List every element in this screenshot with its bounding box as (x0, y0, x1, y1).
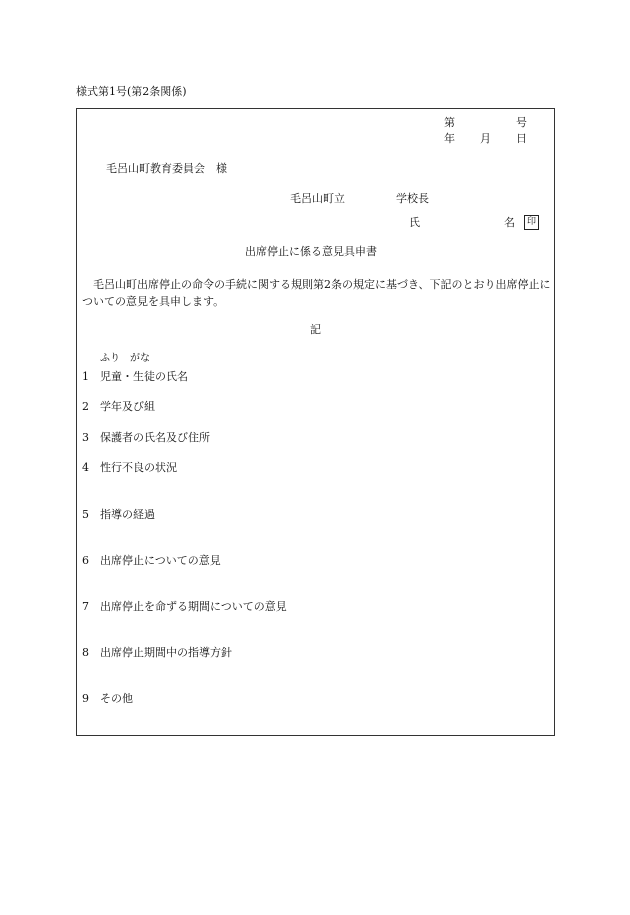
item-5-number: 5 (82, 508, 89, 521)
item-7-number: 7 (82, 600, 89, 613)
year-label: 年 (444, 132, 455, 145)
seal-label: 印 (524, 215, 539, 230)
item-4-number: 4 (82, 461, 89, 474)
furigana-label: ふり がな (100, 353, 150, 364)
day-label: 日 (516, 132, 527, 145)
addressee: 毛呂山町教育委員会 様 (106, 162, 227, 175)
item-8-number: 8 (82, 646, 89, 659)
item-1-number: 1 (82, 370, 89, 383)
item-2-label: 学年及び組 (100, 400, 155, 413)
number-suffix: 号 (516, 116, 527, 129)
item-7-label: 出席停止を命ずる期間についての意見 (100, 600, 287, 613)
principal-label: 学校長 (396, 192, 429, 205)
item-3-number: 3 (82, 431, 89, 444)
name-label-right: 名 (504, 216, 515, 229)
item-1-label: 児童・生徒の氏名 (100, 370, 188, 383)
school-prefix: 毛呂山町立 (290, 192, 345, 205)
item-4-label: 性行不良の状況 (100, 461, 177, 474)
number-prefix: 第 (444, 116, 455, 129)
form-label: 様式第1号(第2条関係) (76, 85, 187, 98)
item-2-number: 2 (82, 400, 89, 413)
item-3-label: 保護者の氏名及び住所 (100, 431, 210, 444)
item-9-number: 9 (82, 692, 89, 705)
document-title: 出席停止に係る意見具申書 (245, 245, 377, 258)
item-5-label: 指導の経過 (100, 508, 155, 521)
seal-mark (524, 215, 539, 230)
item-9-label: その他 (100, 692, 133, 705)
month-label: 月 (480, 132, 491, 145)
item-8-label: 出席停止期間中の指導方針 (100, 646, 232, 659)
body-text: 毛呂山町出席停止の命令の手続に関する規則第2条の規定に基づき、下記のとおり出席停止についての意見を具申します。 (82, 278, 551, 308)
item-6-number: 6 (82, 554, 89, 567)
item-6-label: 出席停止についての意見 (100, 554, 221, 567)
ki-label: 記 (310, 323, 321, 336)
name-label-left: 氏 (409, 216, 420, 229)
